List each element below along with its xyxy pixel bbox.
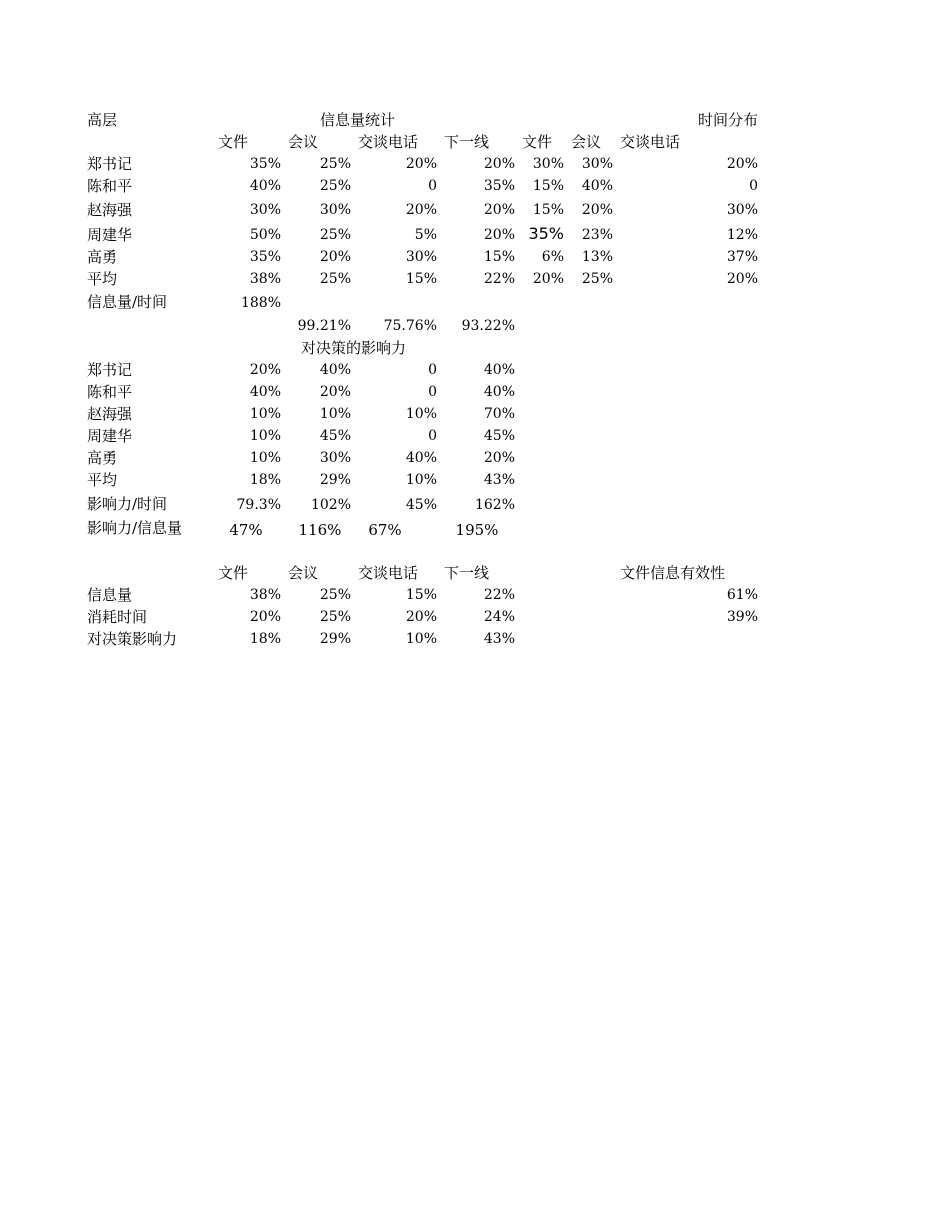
cell-time-file: 20% [532, 271, 564, 287]
summary-header-file: 文件 [218, 564, 249, 582]
cell-time-talk: 20% [726, 271, 758, 287]
cell-file: 35% [249, 156, 281, 172]
summary-header-talk-phone: 交谈电话 [358, 564, 419, 582]
cell-time-meeting: 40% [581, 178, 613, 194]
cell-down: 35% [483, 178, 515, 194]
cell-talk: 10% [405, 472, 437, 488]
cell-meeting: 25% [319, 587, 351, 603]
cell-time-file: 15% [532, 202, 564, 218]
cell-down: 40% [483, 362, 515, 378]
row-name: 消耗时间 [87, 608, 148, 626]
cell-down: 43% [483, 631, 515, 647]
group-label: 高层 [87, 111, 118, 129]
ratio-talk: 75.76% [383, 318, 437, 334]
cell-down: 22% [483, 271, 515, 287]
header-meeting: 会议 [288, 133, 319, 151]
influence-title: 对决策的影响力 [301, 339, 407, 357]
cell-file: 10% [249, 428, 281, 444]
cell-meeting: 25% [319, 178, 351, 194]
time-distribution-title: 时间分布 [698, 111, 759, 129]
cell-file: 30% [249, 202, 281, 218]
row-name: 周建华 [87, 427, 133, 445]
cell-file: 50% [249, 227, 281, 243]
cell-down: 20% [483, 202, 515, 218]
cell-file: 20% [249, 609, 281, 625]
influence-per-time-label: 影响力/时间 [87, 495, 168, 513]
row-name: 赵海强 [87, 405, 133, 423]
row-name: 周建华 [87, 226, 133, 244]
row-name: 平均 [87, 270, 118, 288]
cell-talk: 0 [428, 178, 437, 194]
info-stats-title: 信息量统计 [320, 111, 396, 129]
cell-meeting: 20% [319, 384, 351, 400]
influence-per-info-down: 195% [455, 521, 499, 539]
cell-down: 22% [483, 587, 515, 603]
influence-per-time-down: 162% [474, 497, 515, 513]
cell-meeting: 25% [319, 609, 351, 625]
cell-talk: 0 [428, 428, 437, 444]
header-talk-phone: 交谈电话 [358, 133, 419, 151]
cell-time-meeting: 23% [581, 227, 613, 243]
influence-per-time-file: 79.3% [236, 497, 281, 513]
cell-talk: 20% [405, 156, 437, 172]
header-time-meeting: 会议 [571, 133, 602, 151]
cell-file: 18% [249, 472, 281, 488]
cell-time-meeting: 25% [581, 271, 613, 287]
cell-time-file: 6% [541, 249, 564, 265]
row-name: 郑书记 [87, 361, 133, 379]
cell-down: 43% [483, 472, 515, 488]
cell-file: 35% [249, 249, 281, 265]
influence-per-time-talk: 45% [405, 497, 437, 513]
cell-talk: 30% [405, 249, 437, 265]
cell-time-meeting: 30% [581, 156, 613, 172]
cell-down: 45% [483, 428, 515, 444]
cell-time-file: 15% [532, 178, 564, 194]
header-downline: 下一线 [444, 133, 490, 151]
ratio-down: 93.22% [461, 318, 515, 334]
cell-meeting: 40% [319, 362, 351, 378]
cell-time-file: 30% [532, 156, 564, 172]
row-name: 郑书记 [87, 155, 133, 173]
cell-down: 20% [483, 227, 515, 243]
influence-per-info-meeting: 116% [298, 521, 342, 539]
row-name: 高勇 [87, 248, 118, 266]
cell-file: 18% [249, 631, 281, 647]
cell-meeting: 45% [319, 428, 351, 444]
cell-talk: 20% [405, 202, 437, 218]
cell-file: 10% [249, 450, 281, 466]
cell-talk: 0 [428, 362, 437, 378]
cell-talk: 5% [414, 227, 437, 243]
row-name: 高勇 [87, 449, 118, 467]
time-distribution-title-cell [698, 110, 760, 130]
cell-file: 40% [249, 178, 281, 194]
influence-per-info-file: 47% [229, 521, 263, 539]
cell-talk: 10% [405, 406, 437, 422]
cell-file: 20% [249, 362, 281, 378]
cell-time-meeting: 20% [581, 202, 613, 218]
summary-header-effectiveness: 文件信息有效性 [620, 564, 726, 582]
cell-file: 38% [249, 271, 281, 287]
cell-effectiveness: 61% [726, 587, 758, 603]
row-name: 陈和平 [87, 177, 133, 195]
cell-effectiveness: 39% [726, 609, 758, 625]
cell-time-file: 35% [528, 224, 564, 243]
cell-meeting: 30% [319, 450, 351, 466]
cell-file: 10% [249, 406, 281, 422]
cell-meeting: 10% [319, 406, 351, 422]
row-name: 赵海强 [87, 201, 133, 219]
cell-talk: 20% [405, 609, 437, 625]
influence-per-time-meeting: 102% [310, 497, 351, 513]
cell-talk: 40% [405, 450, 437, 466]
cell-file: 40% [249, 384, 281, 400]
cell-talk: 15% [405, 587, 437, 603]
summary-header-meeting: 会议 [288, 564, 319, 582]
cell-meeting: 20% [319, 249, 351, 265]
cell-time-talk: 12% [726, 227, 758, 243]
cell-down: 20% [483, 156, 515, 172]
summary-header-downline: 下一线 [444, 564, 490, 582]
cell-time-talk: 30% [726, 202, 758, 218]
cell-down: 70% [483, 406, 515, 422]
cell-down: 24% [483, 609, 515, 625]
cell-time-talk: 20% [726, 156, 758, 172]
cell-meeting: 30% [319, 202, 351, 218]
influence-per-info-label: 影响力/信息量 [87, 519, 183, 537]
cell-down: 40% [483, 384, 515, 400]
row-name: 平均 [87, 471, 118, 489]
cell-meeting: 25% [319, 271, 351, 287]
header-time-file: 文件 [522, 133, 553, 151]
cell-down: 15% [483, 249, 515, 265]
cell-talk: 15% [405, 271, 437, 287]
cell-effectiveness [613, 629, 758, 649]
row-name: 对决策影响力 [87, 630, 178, 648]
cell-meeting: 25% [319, 156, 351, 172]
cell-time-meeting: 13% [581, 249, 613, 265]
cell-talk: 0 [428, 384, 437, 400]
info-per-time-value: 188% [240, 295, 281, 311]
cell-meeting: 29% [319, 472, 351, 488]
row-name: 陈和平 [87, 383, 133, 401]
cell-time-talk: 0 [749, 178, 758, 194]
influence-per-info-talk: 67% [368, 521, 402, 539]
cell-talk: 10% [405, 631, 437, 647]
cell-down: 20% [483, 450, 515, 466]
header-file: 文件 [218, 133, 249, 151]
header-time-talk-phone: 交谈电话 [620, 133, 681, 151]
cell-file: 38% [249, 587, 281, 603]
ratio-meeting: 99.21% [297, 318, 351, 334]
row-name: 信息量 [87, 586, 133, 604]
cell-meeting: 29% [319, 631, 351, 647]
cell-time-talk: 37% [726, 249, 758, 265]
cell-meeting: 25% [319, 227, 351, 243]
info-per-time-label: 信息量/时间 [87, 293, 168, 311]
